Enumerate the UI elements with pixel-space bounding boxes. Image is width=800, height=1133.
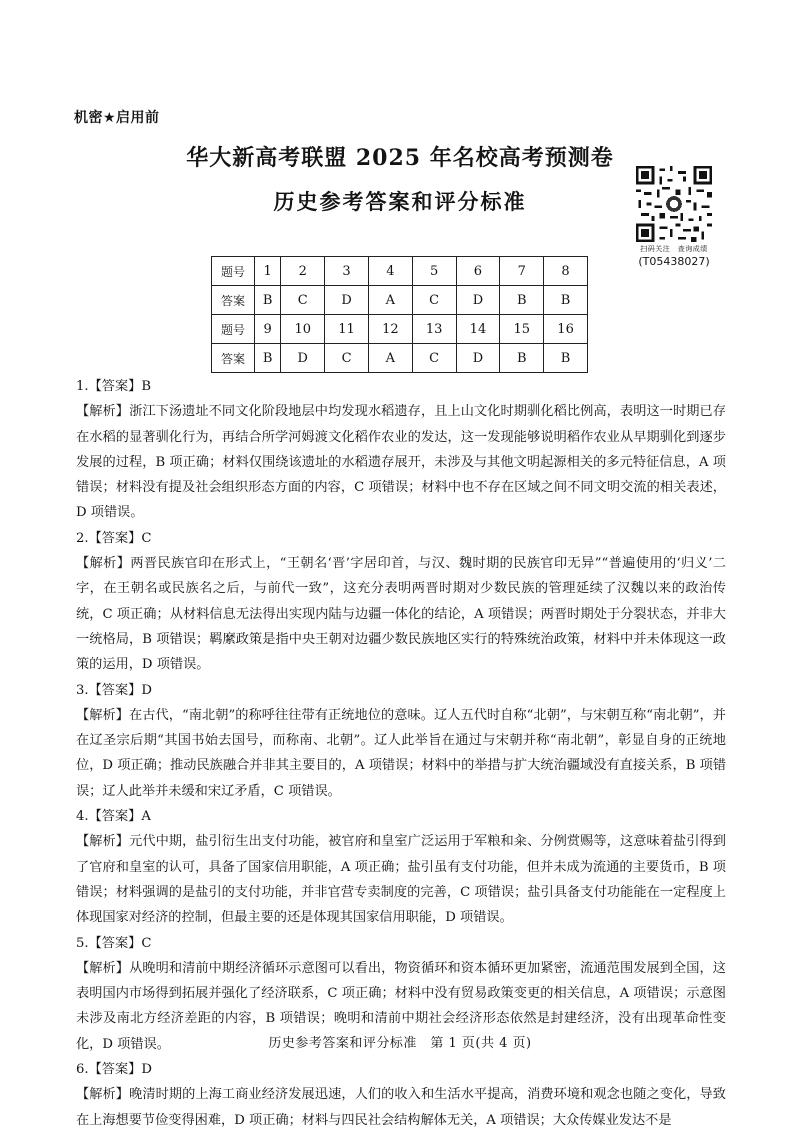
question-4-answer: 4.【答案】A (76, 809, 151, 825)
question-5-analysis: 【解析】从晚明和清前中期经济循环示意图可以看出，物资循环和资本循环更加紧密，流通范围发展到全国，这表明国内市场得到拓展并强化了经济联系，C 项正确；材料中没有贸易政策变更的相关信息，A 项错误；示意图未涉及南北方经济差距的内容，B 项错误；晚明和清前中期社会经济形态依然是封建经济，没有出现革命性变化，D 项错误。 (76, 960, 726, 1052)
secret-mark: 机密★启用前 (74, 110, 160, 126)
answer-cell: C (412, 344, 456, 373)
question-5-answer: 5.【答案】C (76, 935, 152, 951)
question-number: 1 (255, 257, 281, 286)
page-title: 华大新高考联盟 2025 年名校高考预测卷 (186, 145, 614, 171)
label-answer: 答案 (212, 286, 255, 315)
answer-table (211, 256, 588, 373)
answer-cell: A (368, 286, 412, 315)
answer-explanations (76, 374, 726, 1133)
question-number: 2 (281, 257, 325, 286)
question-number: 11 (325, 315, 369, 344)
question-number: 4 (368, 257, 412, 286)
question-2-answer: 2.【答案】C (76, 530, 152, 546)
question-6-analysis: 【解析】晚清时期的上海工商业经济发展迅速，人们的收入和生活水平提高，消费环境和观念也随之变化，导致在上海想要节俭变得困难，D 项正确；材料与四民社会结构解体无关，A 项错误；大众传媒业发达不是 (76, 1087, 726, 1128)
question-3-answer: 3.【答案】D (76, 682, 152, 698)
question-number: 9 (255, 315, 281, 344)
question-2-analysis: 【解析】两晋民族官印在形式上，“王朝名‘晋’字居印首，与汉、魏时期的民族官印无异”“普遍使用的‘归义’二字，在王朝名或民族名之后，与前代一致”，这充分表明两晋时期对少数民族的管理延续了汉魏以来的政治传统，C 项正确；从材料信息无法得出实现内陆与边疆一体化的结论，A 项错误；两晋时期处于分裂状态，并非大一统格局，B 项错误；羁縻政策是指中央王朝对边疆少数民族地区实行的特殊统治政策，材料中并未体现这一政策的运用，D 项错误。 (76, 556, 726, 673)
question-number: 8 (544, 257, 588, 286)
answer-cell: D (456, 286, 500, 315)
question-6-answer: 6.【答案】D (76, 1062, 152, 1078)
question-3-analysis: 【解析】在古代，“南北朝”的称呼往往带有正统地位的意味。辽人五代时自称“北朝”，与宋朝互称“南北朝”，并在辽圣宗后期“其国书始去国号，而称南、北朝”。辽人此举旨在通过与宋朝并称“南北朝”，彰显自身的正统地位，D 项正确；推动民族融合并非其主要目的，A 项错误；材料中的举措与扩大统治疆域没有直接关系，B 项错误；辽人此举并未缓和宋辽矛盾，C 项错误。 (76, 707, 726, 799)
question-number: 7 (500, 257, 544, 286)
label-answer: 答案 (212, 344, 255, 373)
question-number: 13 (412, 315, 456, 344)
question-number: 15 (500, 315, 544, 344)
page-subtitle: 历史参考答案和评分标准 (273, 190, 527, 214)
answer-cell: B (500, 286, 544, 315)
answer-cell: C (281, 286, 325, 315)
qr-code-icon[interactable] (636, 166, 712, 242)
table-row (212, 286, 588, 315)
table-row (212, 315, 588, 344)
question-number: 14 (456, 315, 500, 344)
answer-cell: D (281, 344, 325, 373)
label-number: 题号 (212, 257, 255, 286)
answer-cell: B (255, 344, 281, 373)
question-number: 16 (544, 315, 588, 344)
answer-cell: B (500, 344, 544, 373)
answer-cell: C (325, 344, 369, 373)
question-4-analysis: 【解析】元代中期，盐引衍生出支付功能，被官府和皇室广泛运用于军粮和籴、分例赏赐等，这意味着盐引得到了官府和皇室的认可，具备了国家信用职能，A 项正确；盐引虽有支付功能，但并未成为流通的主要货币，B 项错误；材料强调的是盐引的支付功能，并非官营专卖制度的完善，C 项错误；盐引具备支付功能能在一定程度上体现国家对经济的控制，但最主要的还是体现其国家信用职能，D 项错误。 (76, 834, 726, 926)
table-row (212, 344, 588, 373)
question-number: 3 (325, 257, 369, 286)
question-1-answer: 1.【答案】B (76, 379, 152, 394)
question-number: 12 (368, 315, 412, 344)
question-number: 6 (456, 257, 500, 286)
answer-cell: C (412, 286, 456, 315)
qr-block (632, 166, 716, 268)
qr-caption: 扫码关注 查询成绩 (640, 245, 708, 253)
answer-cell: B (544, 344, 588, 373)
answer-cell: A (368, 344, 412, 373)
answer-cell: B (544, 286, 588, 315)
question-number: 5 (412, 257, 456, 286)
label-number: 题号 (212, 315, 255, 344)
question-1-analysis: 【解析】浙江下汤遗址不同文化阶段地层中均发现水稻遗存，且上山文化时期驯化稻比例高，表明这一时期已存在水稻的显著驯化行为，再结合所学河姆渡文化稻作农业的发达，这一发现能够说明稻作农业从早期驯化到逐步发展的过程，B 项正确；材料仅围绕该遗址的水稻遗存展开，未涉及与其他文明起源相关的多元特征信息，A 项错误；材料没有提及社会组织形态方面的内容，C 项错误；材料中也不存在区域之间不同文明交流的相关表述，D 项错误。 (76, 404, 726, 521)
answer-cell: D (456, 344, 500, 373)
qr-code-id: (T05438027) (638, 255, 710, 268)
page-footer: 历史参考答案和评分标准 第 1 页(共 4 页) (268, 1036, 532, 1051)
table-row (212, 257, 588, 286)
question-number: 10 (281, 315, 325, 344)
answer-cell: D (325, 286, 369, 315)
answer-cell: B (255, 286, 281, 315)
